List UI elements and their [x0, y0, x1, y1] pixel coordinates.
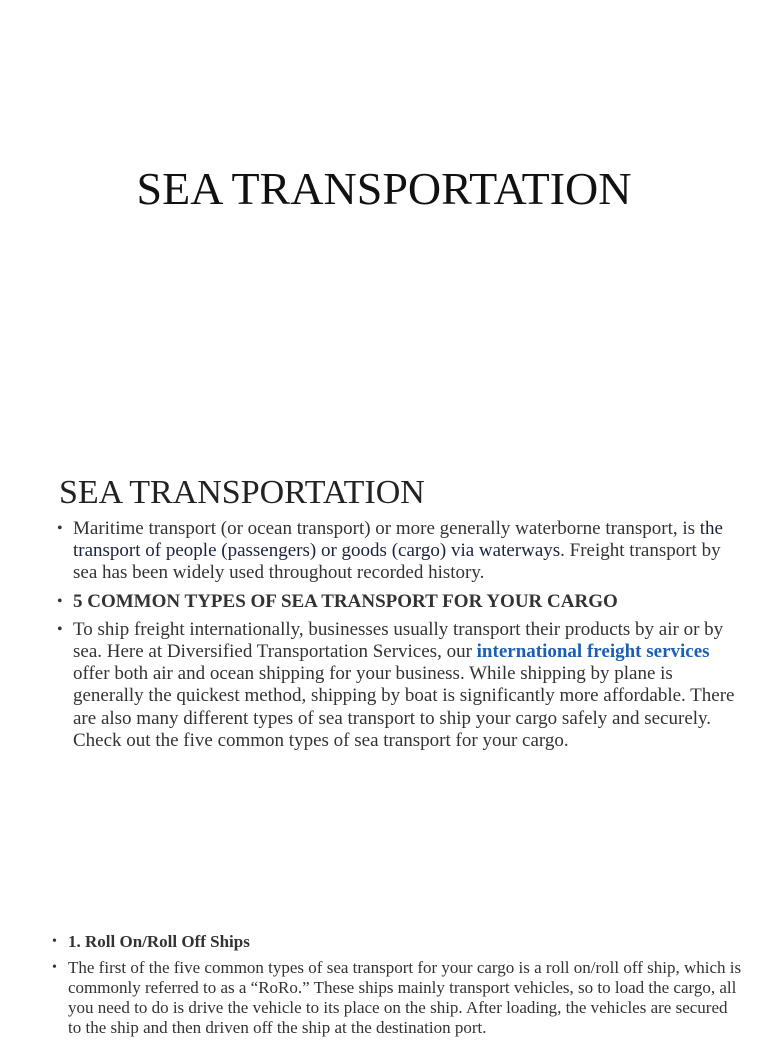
list-item [52, 932, 742, 952]
bullet-icon: • [57, 592, 63, 610]
bullet-text-highlight: the transport of people (passengers) or goods (cargo) via waterways [73, 518, 723, 562]
list-item [52, 958, 742, 1038]
bullet-heading: 5 COMMON TYPES OF SEA TRANSPORT FOR YOUR CARGO [73, 590, 618, 612]
subheading: 1. Roll On/Roll Off Ships [68, 932, 250, 951]
bullet-list [57, 518, 737, 758]
bullet-icon: • [52, 960, 57, 975]
list-item [57, 518, 737, 585]
list-item [57, 591, 737, 613]
bullet-icon: • [52, 934, 57, 949]
bullet-icon: • [57, 520, 63, 537]
bullet-text-end: . Freight transport by sea has been widely used throughout recorded history. [73, 540, 721, 584]
bullet-list-2 [52, 932, 742, 1044]
international-freight-link[interactable]: international freight services [476, 641, 710, 663]
slide-title: SEA TRANSPORTATION [136, 163, 632, 214]
bullet-icon: • [57, 620, 63, 638]
list-item [57, 619, 737, 752]
bullet-text-intro: Maritime transport (or ocean transport) or more generally waterborne transport, is [73, 518, 700, 539]
paragraph-text: The first of the five common types of sea transport for your cargo is a roll on/roll off ship, which is commonly referred to as a “RoRo.” These ships mainly transport vehicles, so to load the cargo, all you need to do is drive the vehicle to its place on the ship. After loading, the vehicles are secured to the ship and then driven off the ship at the destination port. [68, 958, 742, 1037]
bullet-text-end: offer both air and ocean shipping for your business. While shipping by plane is generally the quickest method, shipping by boat is significantly more affordable. There are also many different types of sea transport to ship your cargo safely and securely. Check out the five common types of sea transport for your cargo. [73, 663, 735, 751]
section-title: SEA TRANSPORTATION [59, 474, 425, 511]
bullet-text-intro: To ship freight internationally, businesses usually transport their products by air or by sea. Here at Diversified Transportation Services, our [73, 618, 724, 663]
